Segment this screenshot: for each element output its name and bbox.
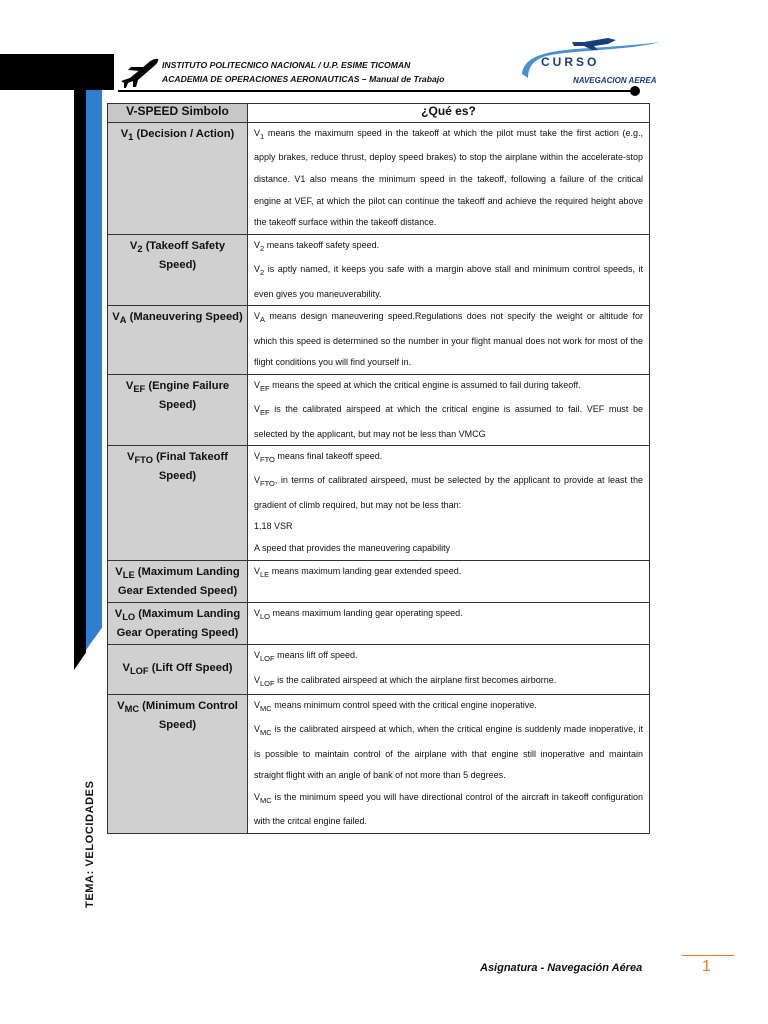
airplane-icon (118, 54, 162, 88)
description-text: is the calibrated airspeed at which the critical engine is assumed to fail. VEF must be selected by the applicant, but may not be less than VMCG (254, 404, 643, 439)
description-text: means design maneuvering speed.Regulations does not specify the weight or altitude for which this speed is determined so the number in your flight manual does not work for most of the flight conditions you will find yourself in. (254, 311, 643, 368)
symbol-subscript: 1 (128, 132, 134, 143)
table-row (108, 560, 650, 602)
description-text: means the speed at which the critical engine is assumed to fail during takeoff. (269, 379, 581, 390)
description-subscript: MC (260, 703, 272, 713)
description-text: 1.18 VSR (254, 521, 293, 532)
symbol-name: (Final Takeoff Speed) (152, 451, 228, 483)
description-text: means maximum landing gear operating speed. (270, 607, 463, 618)
description-subscript: FTO (260, 454, 275, 464)
vspeed-symbol-cell (108, 694, 248, 833)
vspeed-description-cell (248, 306, 650, 375)
description-text: means the maximum speed in the takeoff at which the pilot must take the first action (e.g., apply brakes, reduce thrust, deploy speed brakes) to stop the airplane within the accelerate-stop distance. V1 also means the minimum speed in the takeoff, following a failure of the critical engine at VEF, at which the pilot can continue the takeoff and achieve the required height above the takeoff surface within the takeoff distance. (254, 128, 643, 228)
description-text: means maximum landing gear extended speed. (269, 565, 462, 576)
header-symbol: V-SPEED Simbolo (108, 104, 248, 123)
vspeed-description-cell (248, 446, 650, 561)
description-text: V (254, 311, 261, 322)
header-rule (118, 90, 632, 92)
vspeed-symbol-cell (108, 123, 248, 235)
symbol-name: (Maneuvering Speed) (126, 311, 243, 324)
description-paragraph (254, 719, 643, 787)
table-row (108, 645, 650, 695)
symbol-name: (Lift Off Speed) (148, 661, 233, 674)
vspeed-symbol-cell (108, 602, 248, 644)
description-paragraph (254, 645, 643, 669)
symbol-subscript: LO (122, 612, 136, 623)
description-subscript: LO (260, 611, 271, 621)
description-text: V (254, 128, 261, 138)
symbol-letter: V (115, 565, 123, 578)
footer-rule (682, 955, 734, 956)
symbol-subscript: MC (124, 704, 140, 715)
symbol-name: (Maximum Landing Gear Operating Speed) (116, 607, 241, 640)
vspeed-symbol-cell (108, 306, 248, 375)
symbol-letter: V (112, 311, 120, 324)
description-text: V (254, 724, 261, 735)
table-row (108, 694, 650, 833)
header-institution (162, 58, 444, 86)
vspeed-description-cell (248, 234, 650, 305)
symbol-subscript: EF (133, 383, 146, 394)
description-text: is the calibrated airspeed at which the airplane first becomes airborne. (274, 674, 557, 685)
symbol-subscript: LE (122, 569, 135, 580)
description-text: V (254, 607, 261, 618)
description-text: V (254, 379, 261, 390)
description-text: is the calibrated airspeed at which, when the critical engine is suddenly made inoperative, it is possible to maintain control of the airplane with that engine still inoperative and maintain straight flight with an angle of bank of not more than 5 degrees. (254, 724, 643, 781)
description-paragraph (254, 561, 643, 585)
vspeed-symbol-cell (108, 374, 248, 445)
description-text: means final takeoff speed. (274, 451, 383, 462)
description-paragraph (254, 670, 643, 694)
side-blue-strip (86, 90, 102, 650)
description-text: V (254, 404, 261, 415)
description-paragraph (254, 787, 643, 833)
symbol-subscript: FTO (134, 455, 153, 466)
vspeed-symbol-cell (108, 560, 248, 602)
symbol-letter: V (120, 128, 129, 140)
footer-subject: Asignatura - Navegación Aérea (480, 962, 643, 974)
description-text: V (254, 475, 261, 486)
description-text: V (254, 565, 261, 576)
table-body (108, 123, 650, 834)
symbol-name: (Takeoff Safety Speed) (142, 239, 226, 271)
topic-label: TEMA: VELOCIDADES (84, 780, 96, 908)
vspeed-description-cell (248, 645, 650, 695)
description-paragraph (254, 538, 643, 560)
description-text: A speed that provides the maneuvering capability (254, 543, 451, 554)
description-subscript: A (260, 314, 266, 324)
description-subscript: 1 (260, 131, 265, 141)
description-subscript: EF (260, 383, 270, 393)
description-paragraph (254, 259, 643, 305)
symbol-letter: V (114, 607, 123, 620)
description-subscript: MC (260, 795, 272, 805)
description-paragraph (254, 603, 643, 627)
header-line-2: ACADEMIA DE OPERACIONES AERONAUTICAS – Manual de Trabajo (162, 74, 445, 84)
description-paragraph (254, 123, 643, 234)
symbol-name: (Decision / Action) (133, 128, 235, 140)
symbol-name: (Engine Failure Speed) (145, 379, 230, 411)
description-text: V (254, 791, 261, 802)
table-row (108, 446, 650, 561)
description-paragraph (254, 470, 643, 516)
description-subscript: FTO (260, 479, 275, 489)
symbol-subscript: LOF (129, 666, 149, 677)
vspeed-description-cell (248, 560, 650, 602)
logo-subtitle: NAVEGACION AEREA (573, 76, 657, 85)
description-paragraph (254, 306, 643, 374)
vspeed-description-cell (248, 694, 650, 833)
symbol-subscript: 2 (137, 244, 143, 254)
vspeed-description-cell (248, 602, 650, 644)
header-black-bar (0, 54, 114, 90)
description-text: means lift off speed. (274, 650, 358, 661)
description-text: V (254, 699, 261, 710)
description-text: means minimum control speed with the critical engine inoperative. (271, 699, 537, 710)
description-subscript: LOF (260, 678, 275, 688)
description-text: , in terms of calibrated airspeed, must be selected by the applicant to provide at least the gradient of climb required, but may not be less than: (254, 475, 643, 510)
table-row (108, 374, 650, 445)
description-text: means takeoff safety speed. (264, 239, 380, 250)
table-header-row (108, 104, 650, 123)
symbol-letter: V (127, 451, 135, 464)
description-subscript: EF (260, 407, 270, 417)
symbol-letter: V (117, 699, 125, 712)
description-text: V (254, 674, 261, 685)
description-paragraph (254, 235, 643, 259)
vspeed-symbol-cell (108, 446, 248, 561)
description-text: is the minimum speed you will have directional control of the aircraft in takeoff configuration with the critcal engine failed. (254, 791, 643, 827)
vspeed-table (107, 103, 650, 834)
description-paragraph (254, 375, 643, 399)
vspeed-symbol-cell (108, 234, 248, 305)
table-row (108, 234, 650, 305)
description-text: V (254, 650, 261, 661)
symbol-name: (Minimum Control Speed) (139, 699, 238, 732)
description-text: V (254, 264, 261, 275)
header-rule-dot (630, 86, 640, 96)
page-number: 1 (702, 958, 711, 975)
description-text: is aptly named, it keeps you safe with a margin above stall and minimum control speeds, it even gives you maneuverability. (254, 264, 643, 299)
description-paragraph (254, 446, 643, 470)
description-paragraph (254, 695, 643, 719)
side-black-strip (74, 90, 86, 670)
description-subscript: MC (260, 728, 272, 738)
table-row (108, 306, 650, 375)
symbol-letter: V (122, 661, 130, 674)
symbol-subscript: A (119, 315, 127, 326)
table-row (108, 602, 650, 644)
description-subscript: LE (260, 569, 270, 579)
symbol-letter: V (129, 239, 138, 252)
description-subscript: 2 (260, 243, 265, 253)
vspeed-symbol-cell (108, 645, 248, 695)
symbol-name: (Maximum Landing Gear Extended Speed) (117, 565, 240, 597)
description-subscript: 2 (260, 267, 265, 277)
logo-word: CURSO (541, 55, 600, 69)
symbol-letter: V (125, 379, 134, 392)
header-line-1: INSTITUTO POLITECNICO NACIONAL / U.P. ESIME TICOMAN (162, 60, 411, 70)
header-description: ¿Qué es? (248, 104, 650, 123)
vspeed-description-cell (248, 374, 650, 445)
description-text: V (254, 451, 261, 462)
vspeed-description-cell (248, 123, 650, 235)
description-text: V (254, 239, 261, 250)
description-subscript: LOF (260, 653, 275, 663)
description-paragraph (254, 516, 643, 538)
table-row (108, 123, 650, 235)
description-paragraph (254, 399, 643, 445)
